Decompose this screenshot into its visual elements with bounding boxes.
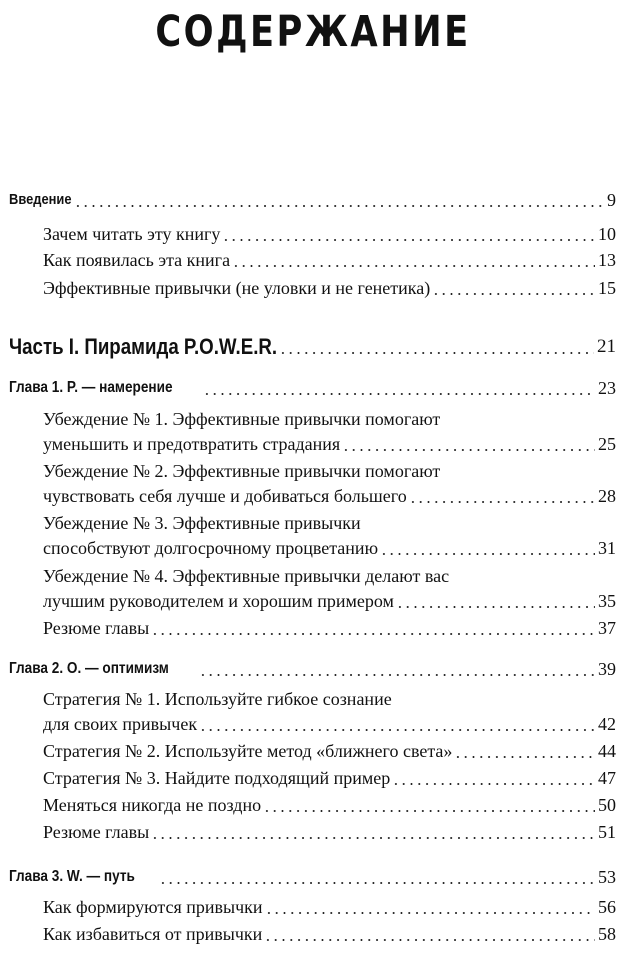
dot-leader bbox=[454, 756, 595, 758]
toc-page-number: 58 bbox=[598, 924, 616, 944]
toc-entry-label: Глава 2. O. — оптимизм bbox=[9, 660, 169, 677]
dot-leader bbox=[409, 501, 595, 503]
toc-page-number: 50 bbox=[598, 795, 616, 815]
toc-entry-chapter-2[interactable] bbox=[9, 658, 616, 680]
toc-entry[interactable] bbox=[43, 277, 616, 299]
toc-page-number: 15 bbox=[598, 278, 616, 298]
dot-leader bbox=[263, 810, 595, 812]
toc-page-number: 51 bbox=[598, 822, 616, 842]
toc-entry[interactable] bbox=[43, 923, 616, 945]
dot-leader bbox=[392, 783, 595, 785]
toc-entry[interactable] bbox=[43, 821, 616, 843]
dot-leader bbox=[151, 633, 595, 635]
dot-leader bbox=[342, 449, 595, 451]
toc-page-number: 21 bbox=[597, 336, 616, 357]
toc-entry-label-line2: для своих привычек bbox=[43, 714, 198, 734]
toc-entry-multiline[interactable] bbox=[43, 460, 616, 507]
toc-page-number: 53 bbox=[598, 867, 616, 887]
toc-entry-label: Как появилась эта книга bbox=[43, 250, 231, 270]
toc-page-number: 44 bbox=[598, 741, 616, 761]
toc-page-number: 9 bbox=[607, 190, 616, 210]
toc-entry[interactable] bbox=[43, 249, 616, 271]
toc-entry-label: Как формируются привычки bbox=[43, 897, 263, 917]
dot-leader bbox=[396, 606, 595, 608]
toc-entry-label-line1: Убеждение № 2. Эффективные привычки помогают bbox=[43, 461, 441, 481]
toc-entry-label: Эффективные привычки (не уловки и не генетика) bbox=[43, 278, 431, 298]
toc-entry-label-line2: лучшим руководителем и хорошим примером bbox=[43, 591, 394, 611]
dot-leader bbox=[432, 293, 595, 295]
toc-entry-multiline[interactable] bbox=[43, 512, 616, 559]
toc-entry[interactable] bbox=[43, 223, 616, 245]
toc-entry[interactable] bbox=[43, 896, 616, 918]
toc-entry-chapter-1[interactable] bbox=[9, 377, 616, 399]
dot-leader bbox=[199, 674, 595, 676]
toc-entry-label-line1: Убеждение № 4. Эффективные привычки делают вас bbox=[43, 566, 450, 586]
dot-leader bbox=[380, 553, 595, 555]
toc-page-number: 28 bbox=[598, 486, 616, 506]
toc-page-number: 42 bbox=[598, 714, 616, 734]
toc-entry-label: Зачем читать эту книгу bbox=[43, 224, 221, 244]
toc-entry-label: Резюме главы bbox=[43, 618, 150, 638]
toc-entry-label-line1: Убеждение № 3. Эффективные привычки bbox=[43, 513, 361, 533]
toc-page-number: 10 bbox=[598, 224, 616, 244]
dot-leader bbox=[232, 265, 595, 267]
toc-entry-label: Глава 1. P. — намерение bbox=[9, 379, 173, 396]
toc-page-number: 56 bbox=[598, 897, 616, 917]
toc-entry-label: Стратегия № 2. Используйте метод «ближнего света» bbox=[43, 741, 453, 761]
toc-entry-label: Введение bbox=[9, 191, 72, 208]
toc-entry-label: Как избавиться от привычки bbox=[43, 924, 263, 944]
dot-leader bbox=[279, 352, 594, 354]
toc-entry-introduction[interactable] bbox=[9, 189, 616, 211]
dot-leader bbox=[159, 882, 595, 884]
toc-page-number: 39 bbox=[598, 659, 616, 679]
toc-page-number: 23 bbox=[598, 378, 616, 398]
dot-leader bbox=[199, 729, 595, 731]
dot-leader bbox=[151, 837, 595, 839]
toc-page-number: 31 bbox=[598, 538, 616, 558]
toc-entry-label: Стратегия № 3. Найдите подходящий пример bbox=[43, 768, 391, 788]
toc-entry-label-line2: чувствовать себя лучше и добиваться большего bbox=[43, 486, 407, 506]
dot-leader bbox=[265, 912, 595, 914]
toc-entry[interactable] bbox=[43, 794, 616, 816]
toc-entry-label-line2: уменьшить и предотвратить страдания bbox=[43, 434, 341, 454]
toc-entry[interactable] bbox=[43, 617, 616, 639]
toc-entry-label: Резюме главы bbox=[43, 822, 150, 842]
toc-entry-multiline[interactable] bbox=[43, 408, 616, 455]
toc-page-number: 13 bbox=[598, 250, 616, 270]
toc-page-number: 37 bbox=[598, 618, 616, 638]
toc-page-number: 35 bbox=[598, 591, 616, 611]
toc-page-number: 25 bbox=[598, 434, 616, 454]
toc-page-number: 47 bbox=[598, 768, 616, 788]
toc-entry-label-line1: Убеждение № 1. Эффективные привычки помогают bbox=[43, 409, 441, 429]
toc-entry-label: Меняться никогда не поздно bbox=[43, 795, 262, 815]
toc-entry-chapter-3[interactable] bbox=[9, 866, 616, 888]
dot-leader bbox=[203, 393, 595, 395]
toc-entry[interactable] bbox=[43, 767, 616, 789]
dot-leader bbox=[264, 939, 595, 941]
dot-leader bbox=[222, 239, 595, 241]
toc-entry-label-line1: Стратегия № 1. Используйте гибкое сознание bbox=[43, 689, 392, 709]
toc-entry-part-1[interactable] bbox=[9, 336, 616, 358]
toc-entry-label-line2: способствуют долгосрочному процветанию bbox=[43, 538, 379, 558]
page-title: СОДЕРЖАНИЕ bbox=[155, 7, 471, 57]
toc-entry-multiline[interactable] bbox=[43, 688, 616, 735]
toc-entry-multiline[interactable] bbox=[43, 565, 616, 612]
dot-leader bbox=[74, 205, 604, 207]
toc-entry-label: Глава 3. W. — путь bbox=[9, 868, 135, 885]
toc-entry[interactable] bbox=[43, 740, 616, 762]
toc-entry-label: Часть I. Пирамида P.O.W.E.R. bbox=[9, 334, 278, 359]
